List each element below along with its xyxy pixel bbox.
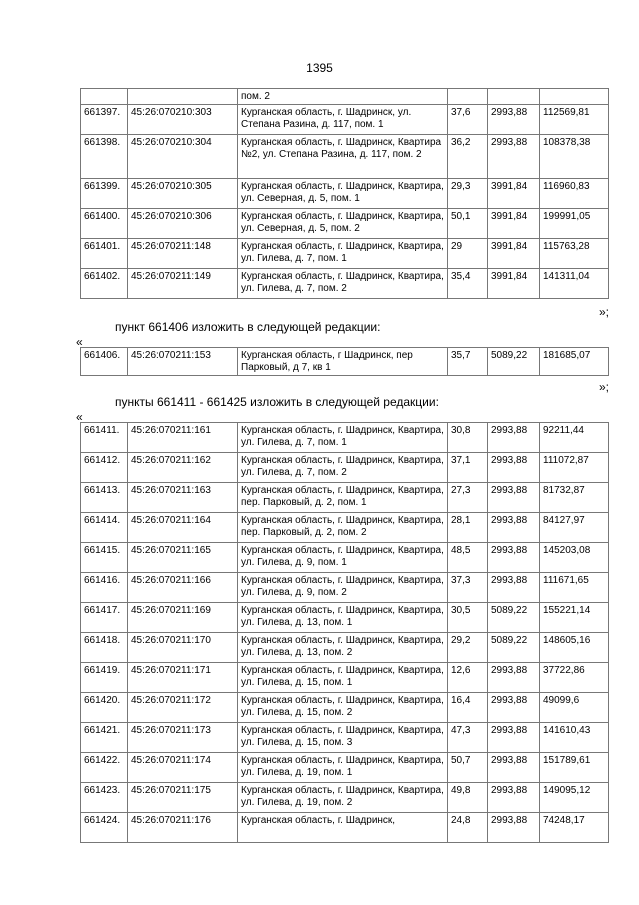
row-number-cell: 661399. bbox=[81, 179, 128, 209]
address-cell: Курганская область, г. Шадринск, Квартира, ул. Гилева, д. 19, пом. 2 bbox=[238, 783, 448, 813]
address-cell: Курганская область, г. Шадринск, Квартира, пер. Парковый, д. 2, пом. 1 bbox=[238, 483, 448, 513]
cadastral-value-cell: 74248,17 bbox=[540, 813, 609, 843]
amendment-paragraph-1: пункт 661406 изложить в следующей редакции: bbox=[115, 320, 381, 334]
row-number-cell: 661415. bbox=[81, 543, 128, 573]
area-cell: 48,5 bbox=[448, 543, 488, 573]
area-cell: 37,3 bbox=[448, 573, 488, 603]
cadastral-number-cell bbox=[128, 89, 238, 105]
address-cell: Курганская область, г. Шадринск, Квартира, ул. Гилева, д. 15, пом. 3 bbox=[238, 723, 448, 753]
row-number-cell: 661421. bbox=[81, 723, 128, 753]
row-number-cell: 661400. bbox=[81, 209, 128, 239]
cadastral-number-cell: 45:26:070210:304 bbox=[128, 135, 238, 179]
cadastral-price-cell: 2993,88 bbox=[488, 813, 540, 843]
cadastral-value-cell: 111671,65 bbox=[540, 573, 609, 603]
cadastral-value-cell: 141311,04 bbox=[540, 269, 609, 299]
address-cell: Курганская область, г. Шадринск, Квартира, ул. Гилева, д. 9, пом. 1 bbox=[238, 543, 448, 573]
cadastral-price-cell: 5089,22 bbox=[488, 348, 540, 376]
address-cell: Курганская область, г. Шадринск, Квартира, ул. Гилева, д. 7, пом. 1 bbox=[238, 423, 448, 453]
area-cell: 27,3 bbox=[448, 483, 488, 513]
row-number-cell: 661402. bbox=[81, 269, 128, 299]
cadastral-price-cell: 2993,88 bbox=[488, 543, 540, 573]
table-row bbox=[81, 269, 609, 299]
cadastral-value-cell: 81732,87 bbox=[540, 483, 609, 513]
area-cell: 24,8 bbox=[448, 813, 488, 843]
cadastral-number-cell: 45:26:070210:305 bbox=[128, 179, 238, 209]
table-row bbox=[81, 693, 609, 723]
cadastral-value-cell: 148605,16 bbox=[540, 633, 609, 663]
row-number-cell: 661414. bbox=[81, 513, 128, 543]
address-cell: Курганская область, г. Шадринск, Квартира, ул. Гилева, д. 7, пом. 2 bbox=[238, 269, 448, 299]
table-row bbox=[81, 483, 609, 513]
cadastral-value-cell: 151789,61 bbox=[540, 753, 609, 783]
table-row bbox=[81, 105, 609, 135]
row-number-cell: 661419. bbox=[81, 663, 128, 693]
cadastral-price-cell: 5089,22 bbox=[488, 603, 540, 633]
row-number-cell: 661397. bbox=[81, 105, 128, 135]
cadastral-price-cell: 2993,88 bbox=[488, 423, 540, 453]
cadastral-value-cell: 116960,83 bbox=[540, 179, 609, 209]
cadastral-number-cell: 45:26:070211:164 bbox=[128, 513, 238, 543]
table-row bbox=[81, 453, 609, 483]
cadastral-number-cell: 45:26:070211:163 bbox=[128, 483, 238, 513]
cadastral-value-cell: 149095,12 bbox=[540, 783, 609, 813]
cadastral-price-cell: 3991,84 bbox=[488, 239, 540, 269]
table-row bbox=[81, 513, 609, 543]
opening-quote: « bbox=[76, 335, 83, 349]
address-cell: Курганская область, г. Шадринск, Квартира, ул. Гилева, д. 13, пом. 2 bbox=[238, 633, 448, 663]
cadastral-price-cell: 2993,88 bbox=[488, 663, 540, 693]
row-number-cell: 661412. bbox=[81, 453, 128, 483]
area-cell: 50,7 bbox=[448, 753, 488, 783]
cadastral-price-cell bbox=[488, 89, 540, 105]
address-cell: Курганская область, г. Шадринск, Квартира, пер. Парковый, д. 2, пом. 2 bbox=[238, 513, 448, 543]
address-cell: Курганская область, г. Шадринск, Квартира, ул. Гилева, д. 9, пом. 2 bbox=[238, 573, 448, 603]
row-number-cell: 661423. bbox=[81, 783, 128, 813]
cadastral-price-cell: 2993,88 bbox=[488, 573, 540, 603]
cadastral-value-cell: 49099,6 bbox=[540, 693, 609, 723]
area-cell: 30,5 bbox=[448, 603, 488, 633]
row-number-cell: 661417. bbox=[81, 603, 128, 633]
cadastral-value-cell: 92211,44 bbox=[540, 423, 609, 453]
row-number-cell: 661418. bbox=[81, 633, 128, 663]
area-cell: 37,1 bbox=[448, 453, 488, 483]
cadastral-value-cell: 199991,05 bbox=[540, 209, 609, 239]
row-number-cell: 661422. bbox=[81, 753, 128, 783]
address-cell: Курганская область, г Шадринск, пер Парковый, д 7, кв 1 bbox=[238, 348, 448, 376]
registry-table-2 bbox=[80, 347, 609, 376]
table-row bbox=[81, 633, 609, 663]
row-number-cell: 661401. bbox=[81, 239, 128, 269]
area-cell: 35,4 bbox=[448, 269, 488, 299]
area-cell: 49,8 bbox=[448, 783, 488, 813]
cadastral-value-cell: 115763,28 bbox=[540, 239, 609, 269]
address-cell: Курганская область, г. Шадринск, Квартира, ул. Гилева, д. 7, пом. 1 bbox=[238, 239, 448, 269]
cadastral-number-cell: 45:26:070211:148 bbox=[128, 239, 238, 269]
table-row bbox=[81, 209, 609, 239]
cadastral-price-cell: 2993,88 bbox=[488, 723, 540, 753]
cadastral-value-cell: 112569,81 bbox=[540, 105, 609, 135]
area-cell: 16,4 bbox=[448, 693, 488, 723]
row-number-cell: 661411. bbox=[81, 423, 128, 453]
address-cell: Курганская область, г. Шадринск, Квартира, ул. Гилева, д. 13, пом. 1 bbox=[238, 603, 448, 633]
table-row bbox=[81, 783, 609, 813]
address-cell: Курганская область, г. Шадринск, Квартира, ул. Гилева, д. 15, пом. 1 bbox=[238, 663, 448, 693]
cadastral-value-cell: 84127,97 bbox=[540, 513, 609, 543]
address-cell: Курганская область, г. Шадринск, Квартира, ул. Гилева, д. 15, пом. 2 bbox=[238, 693, 448, 723]
table-row bbox=[81, 348, 609, 376]
table-row bbox=[81, 603, 609, 633]
address-cell: Курганская область, г. Шадринск, bbox=[238, 813, 448, 843]
cadastral-number-cell: 45:26:070210:303 bbox=[128, 105, 238, 135]
cadastral-number-cell: 45:26:070211:165 bbox=[128, 543, 238, 573]
area-cell: 29 bbox=[448, 239, 488, 269]
cadastral-number-cell: 45:26:070211:172 bbox=[128, 693, 238, 723]
table-row bbox=[81, 423, 609, 453]
address-cell: Курганская область, г. Шадринск, Квартира, ул. Северная, д. 5, пом. 2 bbox=[238, 209, 448, 239]
address-cell: Курганская область, г. Шадринск, Квартира, ул. Гилева, д. 19, пом. 1 bbox=[238, 753, 448, 783]
area-cell bbox=[448, 89, 488, 105]
table-row bbox=[81, 813, 609, 843]
page-number: 1395 bbox=[306, 61, 333, 75]
cadastral-number-cell: 45:26:070211:169 bbox=[128, 603, 238, 633]
cadastral-price-cell: 2993,88 bbox=[488, 105, 540, 135]
address-cell: пом. 2 bbox=[238, 89, 448, 105]
cadastral-price-cell: 3991,84 bbox=[488, 179, 540, 209]
closing-quote: »; bbox=[598, 305, 609, 319]
cadastral-price-cell: 2993,88 bbox=[488, 453, 540, 483]
area-cell: 36,2 bbox=[448, 135, 488, 179]
cadastral-price-cell: 3991,84 bbox=[488, 269, 540, 299]
cadastral-number-cell: 45:26:070211:174 bbox=[128, 753, 238, 783]
row-number-cell: 661398. bbox=[81, 135, 128, 179]
cadastral-value-cell: 37722,86 bbox=[540, 663, 609, 693]
cadastral-price-cell: 2993,88 bbox=[488, 483, 540, 513]
closing-quote: »; bbox=[598, 380, 609, 394]
area-cell: 12,6 bbox=[448, 663, 488, 693]
cadastral-price-cell: 2993,88 bbox=[488, 135, 540, 179]
address-cell: Курганская область, г. Шадринск, Квартира, ул. Северная, д. 5, пом. 1 bbox=[238, 179, 448, 209]
table-row bbox=[81, 663, 609, 693]
row-number-cell: 661416. bbox=[81, 573, 128, 603]
cadastral-value-cell: 155221,14 bbox=[540, 603, 609, 633]
cadastral-number-cell: 45:26:070211:166 bbox=[128, 573, 238, 603]
cadastral-value-cell: 145203,08 bbox=[540, 543, 609, 573]
cadastral-price-cell: 2993,88 bbox=[488, 513, 540, 543]
cadastral-price-cell: 2993,88 bbox=[488, 753, 540, 783]
cadastral-number-cell: 45:26:070211:170 bbox=[128, 633, 238, 663]
registry-table-1 bbox=[80, 88, 609, 299]
table-row bbox=[81, 239, 609, 269]
cadastral-price-cell: 5089,22 bbox=[488, 633, 540, 663]
address-cell: Курганская область, г. Шадринск, Квартира, ул. Гилева, д. 7, пом. 2 bbox=[238, 453, 448, 483]
area-cell: 29,3 bbox=[448, 179, 488, 209]
cadastral-number-cell: 45:26:070211:162 bbox=[128, 453, 238, 483]
address-cell: Курганская область, г. Шадринск, ул. Степана Разина, д. 117, пом. 1 bbox=[238, 105, 448, 135]
cadastral-value-cell: 141610,43 bbox=[540, 723, 609, 753]
cadastral-number-cell: 45:26:070211:153 bbox=[128, 348, 238, 376]
row-number-cell: 661413. bbox=[81, 483, 128, 513]
table-row bbox=[81, 723, 609, 753]
address-cell: Курганская область, г. Шадринск, Квартира №2, ул. Степана Разина, д. 117, пом. 2 bbox=[238, 135, 448, 179]
area-cell: 35,7 bbox=[448, 348, 488, 376]
cadastral-number-cell: 45:26:070211:175 bbox=[128, 783, 238, 813]
registry-table-3 bbox=[80, 422, 609, 843]
row-number-cell bbox=[81, 89, 128, 105]
cadastral-value-cell: 111072,87 bbox=[540, 453, 609, 483]
area-cell: 50,1 bbox=[448, 209, 488, 239]
cadastral-number-cell: 45:26:070211:149 bbox=[128, 269, 238, 299]
table-row bbox=[81, 89, 609, 105]
area-cell: 28,1 bbox=[448, 513, 488, 543]
row-number-cell: 661420. bbox=[81, 693, 128, 723]
cadastral-number-cell: 45:26:070211:176 bbox=[128, 813, 238, 843]
opening-quote: « bbox=[76, 410, 83, 424]
table-row bbox=[81, 543, 609, 573]
cadastral-number-cell: 45:26:070211:173 bbox=[128, 723, 238, 753]
table-row bbox=[81, 179, 609, 209]
table-row bbox=[81, 573, 609, 603]
cadastral-price-cell: 2993,88 bbox=[488, 783, 540, 813]
area-cell: 37,6 bbox=[448, 105, 488, 135]
cadastral-number-cell: 45:26:070211:161 bbox=[128, 423, 238, 453]
area-cell: 30,8 bbox=[448, 423, 488, 453]
row-number-cell: 661406. bbox=[81, 348, 128, 376]
table-row bbox=[81, 135, 609, 179]
cadastral-number-cell: 45:26:070211:171 bbox=[128, 663, 238, 693]
table-row bbox=[81, 753, 609, 783]
cadastral-value-cell bbox=[540, 89, 609, 105]
cadastral-number-cell: 45:26:070210:306 bbox=[128, 209, 238, 239]
cadastral-price-cell: 2993,88 bbox=[488, 693, 540, 723]
cadastral-value-cell: 108378,38 bbox=[540, 135, 609, 179]
row-number-cell: 661424. bbox=[81, 813, 128, 843]
cadastral-value-cell: 181685,07 bbox=[540, 348, 609, 376]
amendment-paragraph-2: пункты 661411 - 661425 изложить в следующей редакции: bbox=[115, 395, 439, 409]
cadastral-price-cell: 3991,84 bbox=[488, 209, 540, 239]
area-cell: 29,2 bbox=[448, 633, 488, 663]
area-cell: 47,3 bbox=[448, 723, 488, 753]
